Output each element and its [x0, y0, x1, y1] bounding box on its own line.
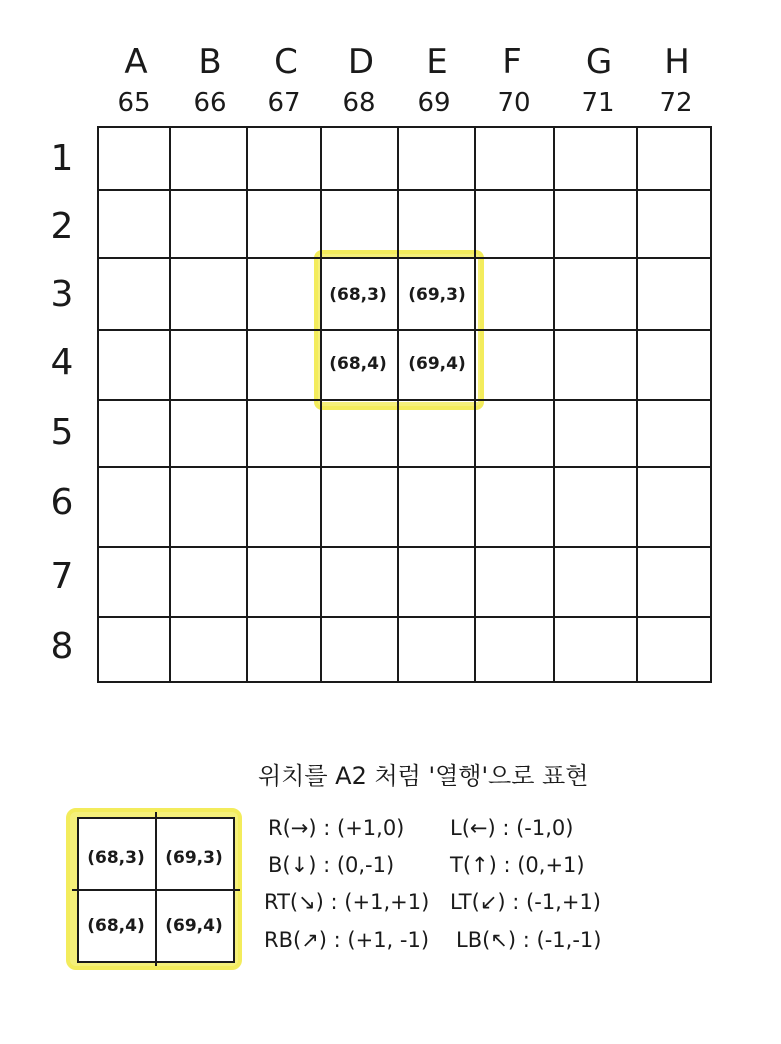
row-label-4: 4 [50, 342, 74, 383]
cell-d4-label: (68,4) [329, 354, 387, 374]
column-letter-g: G [585, 42, 613, 82]
rule-left: L(←) : (-1,0) [450, 816, 574, 840]
cell-d3-label: (68,3) [329, 285, 387, 305]
legend-cell-bottom-left: (68,4) [87, 916, 145, 936]
column-letter-e: E [426, 42, 448, 82]
row-label-6: 6 [50, 482, 74, 523]
legend-cell-top-left: (68,3) [87, 848, 145, 868]
legend-cell-bottom-right: (69,4) [165, 916, 223, 936]
column-letter-a: A [124, 42, 148, 82]
rule-left-bottom: LB(↖) : (-1,-1) [456, 928, 602, 952]
rule-right-top: RT(↘) : (+1,+1) [264, 890, 430, 914]
row-label-2: 2 [50, 206, 74, 247]
row-label-7: 7 [50, 556, 74, 597]
column-code-c: 67 [267, 88, 301, 118]
column-code-d: 68 [342, 88, 376, 118]
cell-e3-label: (69,3) [408, 285, 466, 305]
column-letter-h: H [664, 42, 690, 82]
column-letter-c: C [274, 42, 298, 82]
column-code-g: 71 [581, 88, 615, 118]
row-label-5: 5 [50, 412, 74, 453]
rule-left-top: LT(↙) : (-1,+1) [450, 890, 601, 914]
column-letter-d: D [347, 42, 375, 82]
legend-cell-top-right: (69,3) [165, 848, 223, 868]
row-label-3: 3 [50, 274, 74, 315]
column-code-h: 72 [659, 88, 693, 118]
column-code-b: 66 [193, 88, 227, 118]
legend-title: 위치를 A2 처럼 '열행'으로 표현 [258, 762, 589, 790]
cell-e4-label: (69,4) [408, 354, 466, 374]
column-letter-b: B [198, 42, 222, 82]
row-label-8: 8 [50, 626, 74, 667]
row-label-1: 1 [50, 138, 74, 179]
rule-right: R(→) : (+1,0) [268, 816, 405, 840]
column-code-e: 69 [417, 88, 451, 118]
rule-bottom: B(↓) : (0,-1) [268, 853, 395, 877]
column-code-f: 70 [497, 88, 531, 118]
column-letter-f: F [502, 42, 522, 82]
column-code-a: 65 [117, 88, 151, 118]
rule-right-bottom: RB(↗) : (+1, -1) [264, 928, 430, 952]
rule-top: T(↑) : (0,+1) [450, 853, 585, 877]
